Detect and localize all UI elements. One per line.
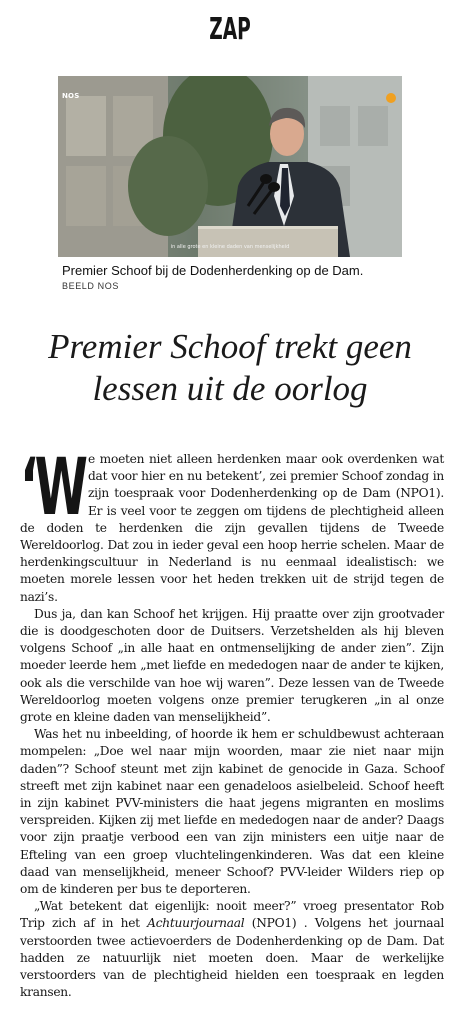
photo-caption: Premier Schoof bij de Dodenherdenking op de Dam. bbox=[62, 263, 364, 278]
paragraph-4-text-a: „Wat betekent dat eigenlijk: nooit meer?” vroeg presentator Rob Trip zich af in het bbox=[20, 899, 444, 931]
section-masthead: ZAP bbox=[209, 12, 251, 47]
article-body bbox=[20, 443, 444, 1002]
broadcaster-logo: NOS bbox=[62, 92, 80, 100]
photo-credit: BEELD NOS bbox=[62, 281, 119, 291]
drop-cap: ‘W bbox=[20, 443, 85, 533]
paragraph-4-text-b: (NPO1) . Volgens het journaal verstoorden twee actievoerders de Dodenherdenking op de Dam. Dat hadden ze natuurlijk niet moeten doen. Maar de werkelijke verstoorders van de plechtigheid hielden een toespraak en legden kransen. bbox=[20, 916, 444, 1000]
program-title: Achtuurjournaal bbox=[147, 916, 245, 931]
article-paragraph-4 bbox=[20, 898, 444, 1001]
article-paragraph-2: Dus ja, dan kan Schoof het krijgen. Hij praatte over zijn grootvader die is doodgeschoten door de Duitsers. Verzetshelden als hij bleven volgens Schoof „in alle haat en ontmenselijking de ander zien”. Zijn moeder leerde hem „met liefde en mededogen naar de ander te kijken, ook als die verschilde van hoe wij waren”. Deze lessen van de Tweede Wereldoorlog moeten volgens onze premier terugkeren „in al onze grote en kleine daden van menselijkheid”. bbox=[20, 606, 444, 725]
paragraph-1-text: e moeten niet alleen herdenken maar ook overdenken wat dat voor hier en nu betekent’, zei premier Schoof zondag in zijn toespraak voor Dodenherdenking op de Dam (NPO1). Er is veel voor te zeggen om tijdens de plechtigheid alleen de doden te herdenken die zijn gevallen tijdens de Tweede Wereldoorlog. Dat zou in ieder geval een hoop herrie schelen. Maar de herdenkingscultuur in Nederland is nu eenmaal idealistisch: we moeten morele lessen voor het heden trekken uit de strijd tegen de nazi’s. bbox=[20, 452, 444, 604]
article-photo bbox=[58, 76, 402, 257]
article-headline: Premier Schoof trekt geen lessen uit de oorlog bbox=[48, 327, 412, 408]
article-paragraph-1 bbox=[20, 443, 444, 606]
article-paragraph-3: Was het nu inbeelding, of hoorde ik hem er schuldbewust achteraan mompelen: „Doe wel naar mijn woorden, maar zie niet naar mijn daden”? Schoof steunt met zijn kabinet de genocide in Gaza. Schoof streeft met zijn kabinet naar een genadeloos asielbeleid. Schoof heeft in zijn kabinet PVV-ministers die haat jegens migranten en moslims verspreiden. Kijken zij met liefde en mededogen naar de ander? Daags voor zijn praatje verbood een van zijn ministers een uitje naar de Efteling van een groep vluchtelingenkinderen. Was dat een kleine daad van menselijkheid, meneer Schoof? PVV-leider Wilders riep op om de kinderen per bus te deporteren. bbox=[20, 727, 444, 897]
video-subtitle: in alle grote en kleine daden van menselijkheid bbox=[170, 244, 290, 250]
speaker-photo-illustration bbox=[58, 76, 402, 257]
